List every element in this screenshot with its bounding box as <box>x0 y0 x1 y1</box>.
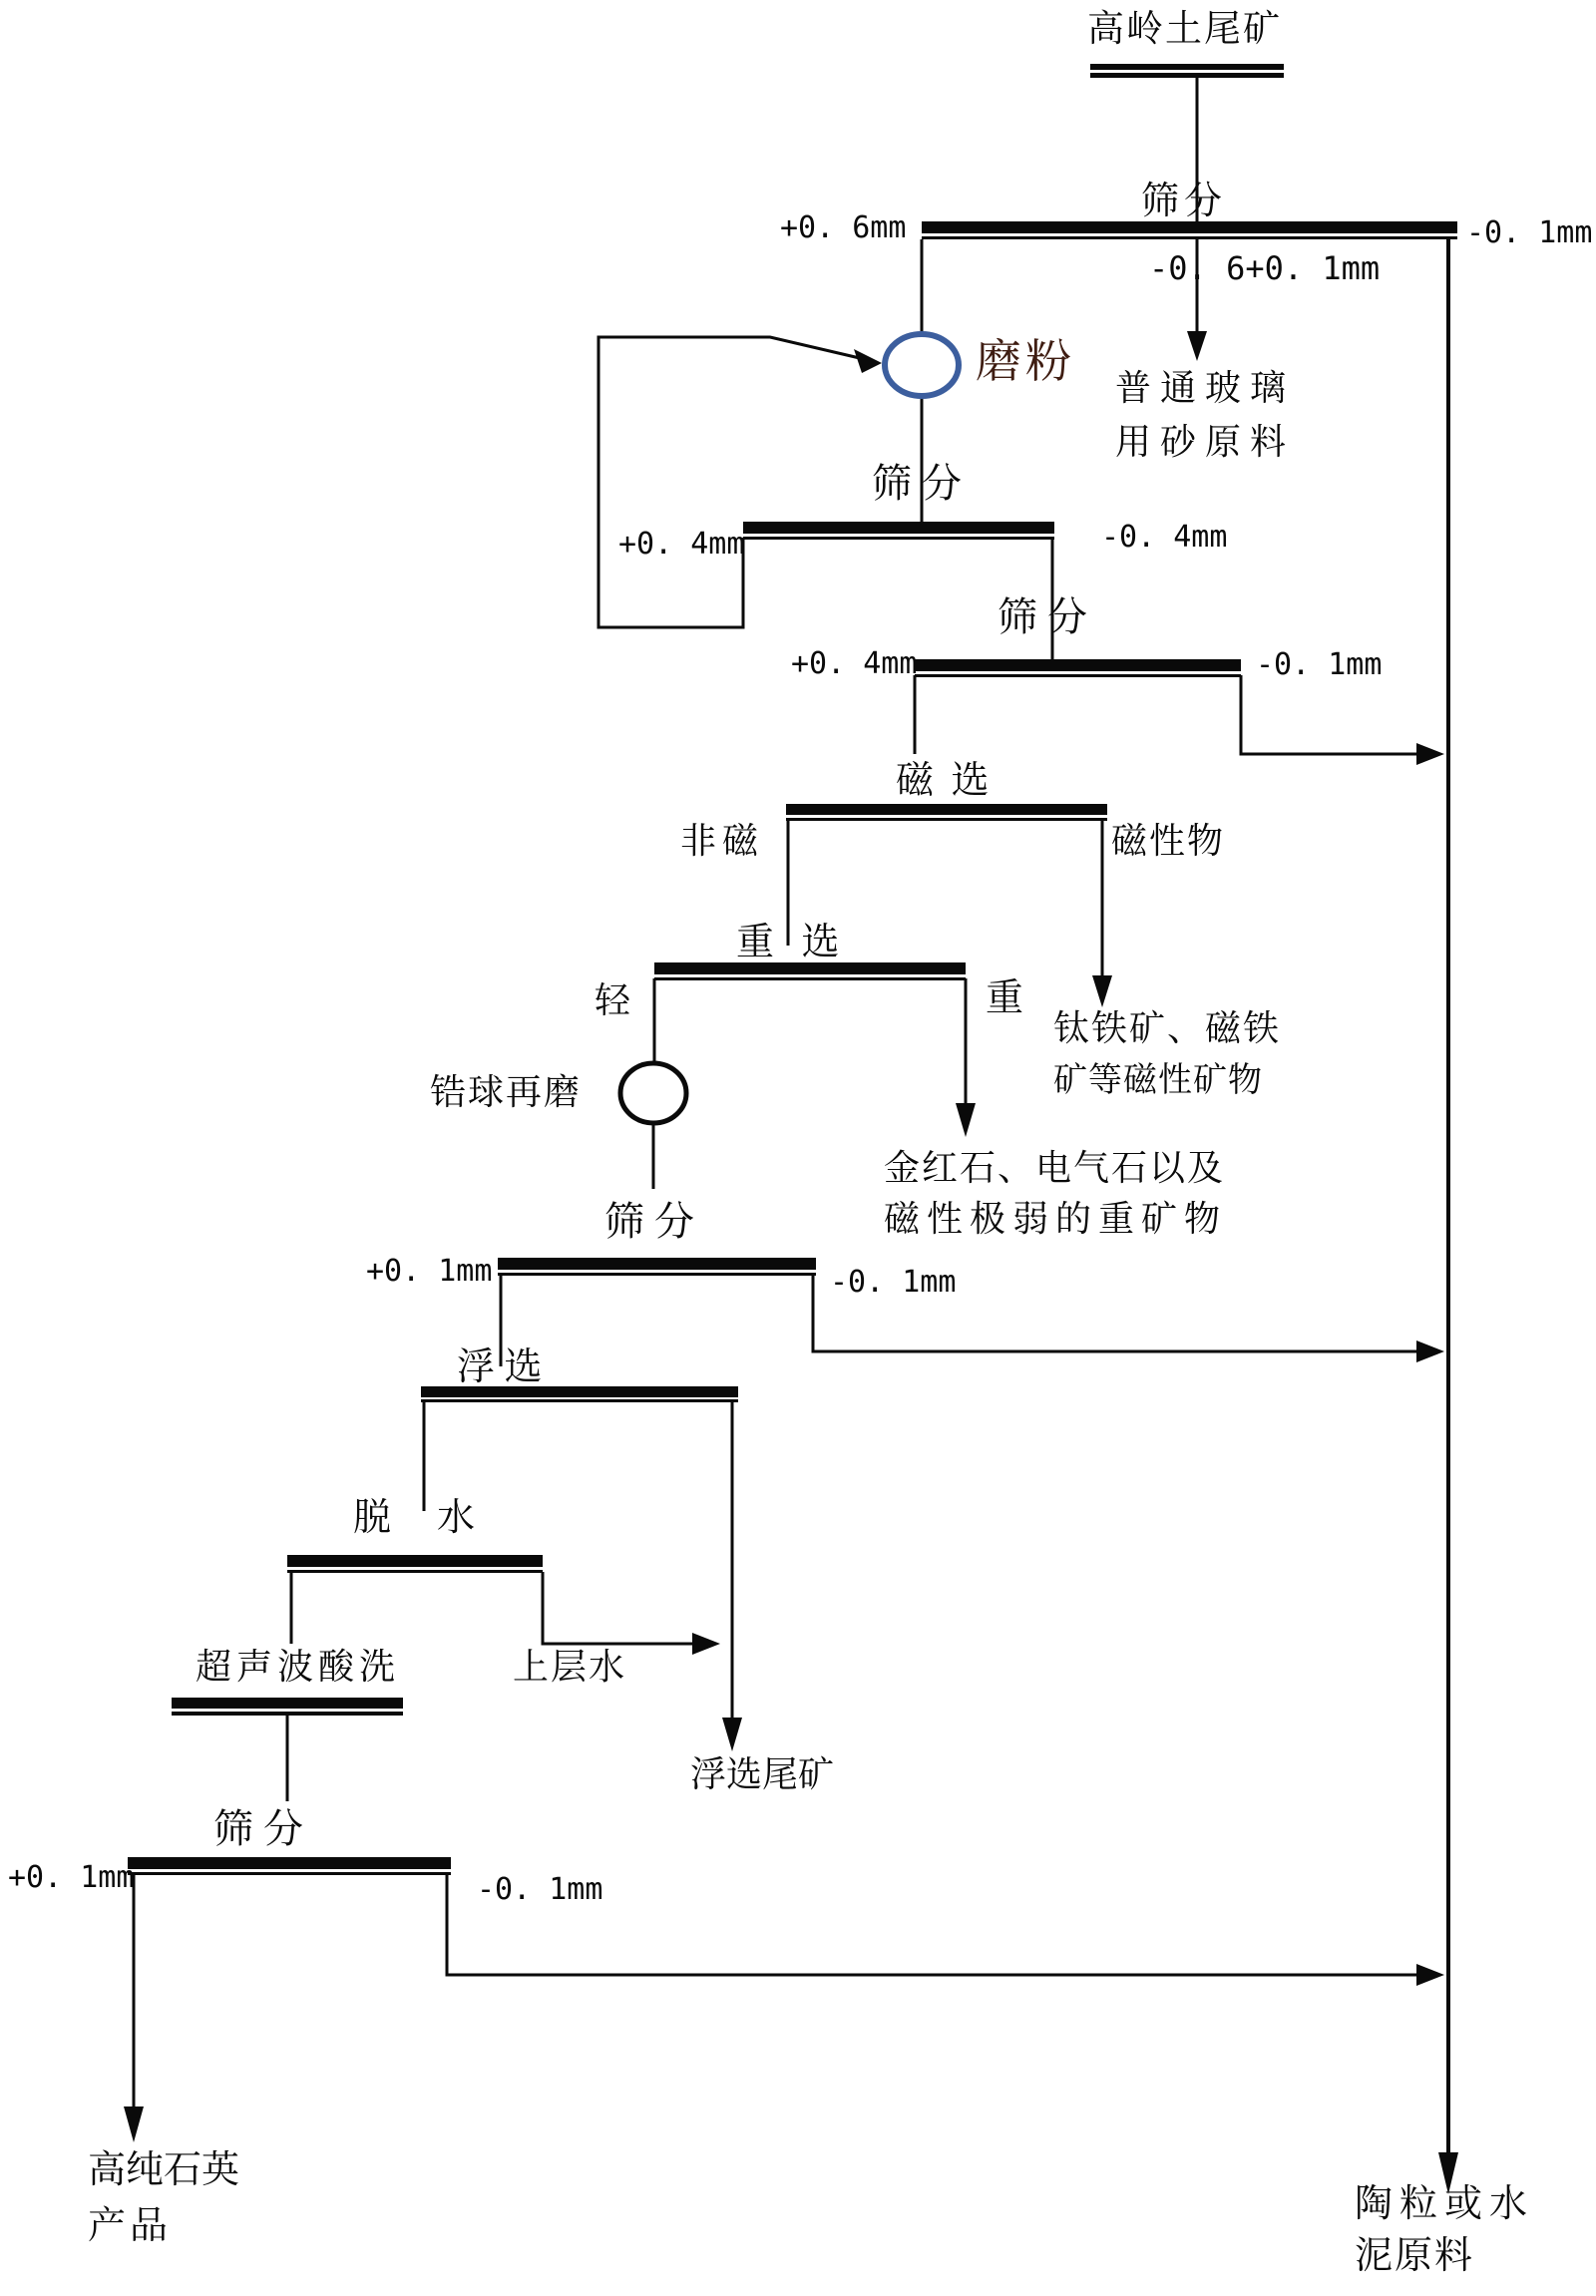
source-underline-bottom <box>1090 73 1284 78</box>
stream-minus-0-1mm-c: -0. 1mm <box>830 1265 957 1300</box>
gravity-separation-bar-thin <box>654 977 966 980</box>
magnetic-separation-bar <box>786 804 1107 815</box>
product-glass-sand-line2: 用砂原料 <box>1115 422 1296 462</box>
product-weak-magnetic-heavy-line2: 磁性极弱的重矿物 <box>884 1199 1228 1239</box>
gravity-separation-bar <box>654 962 966 974</box>
sieve-bar-5 <box>128 1857 451 1869</box>
connector-recycle-loop <box>598 337 864 627</box>
arrow-to-flotation-tailings <box>722 1718 742 1751</box>
product-ceramsite-line2: 泥原料 <box>1355 2235 1475 2277</box>
stream-magnetic-matter: 磁性物 <box>1111 821 1226 861</box>
arrow-to-glass-sand <box>1187 331 1207 361</box>
stream-non-magnetic: 非磁 <box>680 821 765 861</box>
arrow-merge-top <box>1416 743 1444 765</box>
stream-light: 轻 <box>595 980 631 1020</box>
acid-wash-label: 超声波酸洗 <box>196 1647 401 1687</box>
product-flotation-tailings: 浮选尾矿 <box>690 1754 835 1794</box>
dewatering-bar-thin <box>287 1570 543 1573</box>
stream-minus-0-1mm-b: -0. 1mm <box>1256 647 1383 682</box>
stream-plus-0-1mm-b: +0. 1mm <box>8 1860 135 1895</box>
sieve-bar-3 <box>915 659 1241 671</box>
sieve-bar-2-thin <box>743 537 1054 540</box>
arrow-merge-mid <box>1416 1340 1444 1362</box>
regrind-circle <box>620 1063 686 1123</box>
product-ceramsite-line1: 陶粒或水 <box>1355 2183 1535 2225</box>
grind-circle <box>885 334 959 396</box>
sieve-bar-1-thin <box>922 236 1457 239</box>
sieve-bar-2 <box>743 522 1054 534</box>
dewatering-label: 脱 水 <box>353 1497 480 1539</box>
connector-upper-water <box>543 1572 694 1644</box>
magnetic-separation-label: 磁 选 <box>896 760 994 802</box>
product-magnetic-minerals-line1: 钛铁矿、磁铁 <box>1053 1008 1282 1048</box>
product-weak-magnetic-heavy-line1: 金红石、电气石以及 <box>884 1148 1226 1188</box>
flotation-label: 浮 选 <box>457 1346 543 1388</box>
stream-plus-0-6mm: +0. 6mm <box>780 210 907 245</box>
screen5-label: 筛 分 <box>213 1806 303 1851</box>
sieve-bar-4-thin <box>498 1273 816 1276</box>
stream-heavy: 重 <box>986 977 1024 1019</box>
arrow-merge-bottom <box>1416 1964 1444 1986</box>
arrow-into-grind-circle <box>854 349 882 373</box>
arrow-to-quartz-product <box>124 2106 144 2142</box>
source-underline-top <box>1090 64 1284 70</box>
product-quartz-line1: 高纯石英 <box>88 2149 240 2191</box>
gravity-separation-label: 重 选 <box>736 922 849 963</box>
sieve-bar-5-thin <box>128 1872 451 1875</box>
stream-minus-0-4mm: -0. 4mm <box>1101 520 1228 555</box>
stream-minus-0-1mm-top: -0. 1mm <box>1466 215 1593 250</box>
source-label: 高岭土尾矿 <box>1087 9 1282 50</box>
sieve-bar-4 <box>498 1258 816 1270</box>
screen1-label: 筛分 <box>1141 181 1228 222</box>
arrow-upper-water <box>692 1633 720 1655</box>
arrow-to-heavy-minerals <box>956 1103 976 1137</box>
screen2-label: 筛 分 <box>872 461 962 506</box>
screen3-label: 筛 分 <box>998 594 1087 639</box>
grind-label: 磨粉 <box>976 336 1075 387</box>
product-magnetic-minerals-line2: 矿等磁性矿物 <box>1053 1062 1263 1099</box>
connector-screen3-to-main-line <box>1241 675 1420 754</box>
magnetic-separation-bar-thin <box>786 818 1107 821</box>
flotation-bar-thin <box>421 1399 738 1402</box>
regrind-label: 锆球再磨 <box>430 1072 583 1112</box>
screen4-label: 筛 分 <box>604 1199 694 1244</box>
stream-upper-water: 上层水 <box>513 1647 627 1687</box>
product-quartz-line2: 产品 <box>88 2205 173 2247</box>
sieve-bar-1 <box>922 221 1457 233</box>
sieve-bar-3-thin <box>915 674 1241 677</box>
arrow-to-magnetic-minerals <box>1092 975 1112 1007</box>
stream-minus-0-1mm-d: -0. 1mm <box>477 1872 603 1907</box>
dewatering-bar <box>287 1555 543 1567</box>
stream-minus-0-6-plus-0-1mm: -0. 6+0. 1mm <box>1149 249 1381 287</box>
sieve-bars <box>128 64 1457 1875</box>
product-glass-sand-line1: 普通玻璃 <box>1115 368 1296 408</box>
stream-plus-0-1mm-a: +0. 1mm <box>366 1254 493 1289</box>
acid-wash-bar <box>172 1698 403 1709</box>
stream-plus-0-4mm-b: +0. 4mm <box>791 646 918 681</box>
stream-plus-0-4mm-a: +0. 4mm <box>618 527 745 562</box>
